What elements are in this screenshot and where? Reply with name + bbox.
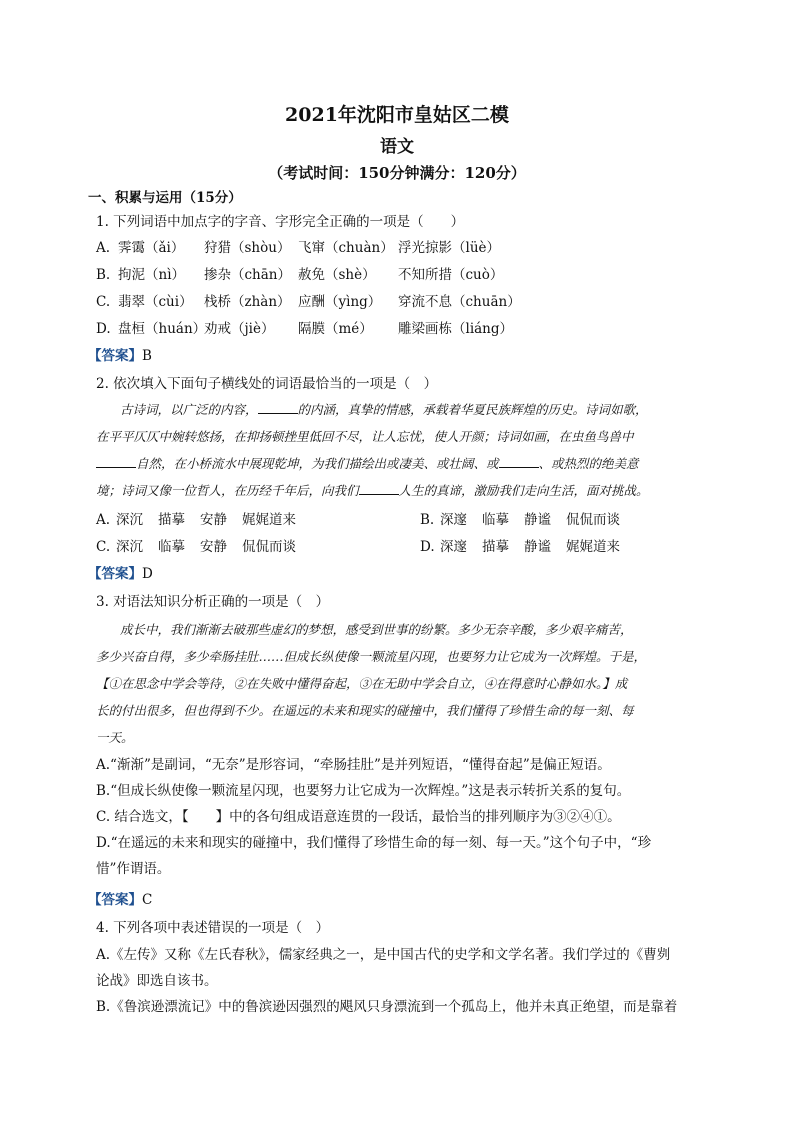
q3-passage-line: 成长中，我们渐渐去破那些虚幻的梦想，感受到世事的纷繁。多少无奈辛酸，多少艰辛痛苦，: [120, 622, 633, 637]
q1-option-item: 赦免（shè）: [298, 267, 376, 283]
q4-options: [96, 942, 708, 1020]
q1-option-label: D.: [96, 321, 111, 337]
q2-passage-line: [96, 450, 708, 477]
q1-option-label: C.: [96, 294, 111, 310]
q2-option-item: 描摹: [158, 512, 185, 528]
fill-blank: [359, 482, 399, 495]
answer-label: 【答案】: [88, 892, 142, 908]
q2-option-item: 侃侃而谈: [566, 512, 620, 528]
answer-label: 【答案】: [88, 566, 142, 582]
q2-option-item: 深沉: [116, 539, 143, 555]
q3-option: 惜”作谓语。: [96, 861, 171, 877]
q1-option-label: B.: [96, 267, 111, 283]
q3-option: D.“在遥远的未来和现实的碰撞中，我们懂得了珍惜生命的每一刻、每一天。”这个句子中，“珍: [96, 835, 652, 851]
passage-text: 、或热烈的绝美意: [538, 456, 639, 471]
q2-option-item: 静谧: [524, 512, 551, 528]
q2-option-item: 侃侃而谈: [242, 539, 296, 555]
q1-option-item: 霁霭（ǎi）: [118, 240, 185, 256]
fill-blank: [258, 401, 298, 414]
passage-text: 古诗词，以广泛的内容，: [120, 402, 258, 417]
q2-option-item: 深沉: [116, 512, 143, 528]
answer-label: 【答案】: [88, 348, 142, 364]
q3-option: A.“渐渐”是副词，“无奈”是形容词，“牵肠挂肚”是并列短语，“懂得奋起”是偏正短语。: [96, 757, 611, 773]
exam-title: 2021年沈阳市皇姑区二模: [285, 104, 509, 126]
passage-text: 人生的真谛，激励我们走向生活，面对挑战。: [398, 483, 649, 498]
q1-answer: [88, 346, 152, 366]
q3-options: [96, 752, 708, 882]
q2-option-item: 临摹: [158, 539, 185, 555]
passage-text: 境；诗词又像一位哲人，在历经千年后，向我们: [96, 483, 359, 498]
q1-option-item: 雕梁画栋（liáng）: [398, 321, 514, 337]
q1-option-item: 掺杂（chān）: [204, 267, 291, 283]
q2-option-item: 临摹: [482, 512, 509, 528]
q2-option-item: 描摹: [482, 539, 509, 555]
q4-option: A.《左传》又称《左氏春秋》，儒家经典之一，是中国古代的史学和文学名著。我们学过的《曹刿: [96, 947, 671, 963]
answer-value: B: [142, 348, 152, 364]
q2-option-item: 娓娓道来: [242, 512, 296, 528]
exam-info: （考试时间：150分钟满分：120分）: [268, 164, 526, 182]
q3-stem: 3. 对语法知识分析正确的一项是（ ）: [96, 594, 330, 610]
q3-passage-line: 【①在思念中学会等待，②在失败中懂得奋起，③在无助中学会自立，④在得意时心静如水。】成: [96, 676, 628, 691]
q2-passage: [96, 396, 708, 504]
q2-option-item: 静谧: [524, 539, 551, 555]
q1-option-item: 拘泥（nì）: [118, 267, 186, 283]
q3-answer: [88, 890, 152, 910]
q1-option-item: 飞窜（chuàn）: [298, 240, 394, 256]
q2-stem: 2. 依次填入下面句子横线处的词语最恰当的一项是（ ）: [96, 376, 438, 392]
q2-passage-line: [96, 396, 708, 423]
q4-stem: 4. 下列各项中表述错误的一项是（ ）: [96, 920, 330, 936]
q4-option: B.《鲁滨逊漂流记》中的鲁滨逊因强烈的飓风只身漂流到一个孤岛上，他并未真正绝望，而是靠着: [96, 999, 678, 1015]
q1-option-item: 应酬（yìng）: [298, 294, 382, 310]
q2-option-label: A.: [96, 512, 111, 528]
fill-blank: [96, 455, 136, 468]
q2-passage-line: [96, 477, 708, 504]
q2-option-label: C.: [96, 539, 111, 555]
passage-text: 自然，在小桥流水中展现乾坤，为我们描绘出或凄美、或壮阔、或: [136, 456, 499, 471]
passage-text: 的内涵，真挚的情感，承载着华夏民族辉煌的历史。诗词如歌，: [297, 402, 648, 417]
section-heading: 一、积累与运用（15分）: [88, 190, 242, 206]
answer-value: C: [142, 892, 153, 908]
q3-option: C. 结合选文，【 】中的各句组成语意连贯的一段话，最恰当的排列顺序为③②④①。: [96, 809, 621, 825]
q2-option-label: D.: [420, 539, 435, 555]
q3-passage-line: 一天。: [96, 730, 134, 745]
exam-subject: 语文: [380, 137, 414, 157]
q1-option-label: A.: [96, 240, 111, 256]
q1-option-item: 盘桓（huán）: [118, 321, 207, 337]
q2-option-item: 深邃: [440, 512, 467, 528]
q1-stem: 1. 下列词语中加点字的字音、字形完全正确的一项是（ ）: [96, 214, 465, 230]
q2-option-item: 娓娓道来: [566, 539, 620, 555]
q1-option-item: 栈桥（zhàn）: [204, 294, 291, 310]
q2-option-item: 深邃: [440, 539, 467, 555]
q1-option-item: 劝戒（jiè）: [204, 321, 275, 337]
q2-option-item: 安静: [200, 512, 227, 528]
q3-passage-line: 长的付出很多，但也得到不少。在遥远的未来和现实的碰撞中，我们懂得了珍惜生命的每一刻、每: [96, 703, 634, 718]
fill-blank: [499, 455, 539, 468]
q2-answer: [88, 564, 153, 584]
q3-passage-line: 多少兴奋自得，多少牵肠挂肚……但成长纵使像一颗流星闪现，也要努力让它成为一次辉煌。于是，: [96, 649, 647, 664]
q1-option-item: 不知所措（cuò）: [398, 267, 504, 283]
q1-option-item: 穿流不息（chuān）: [398, 294, 521, 310]
q1-option-item: 翡翠（cùi）: [118, 294, 193, 310]
q2-option-item: 安静: [200, 539, 227, 555]
q2-option-label: B.: [420, 512, 435, 528]
answer-value: D: [142, 566, 153, 582]
passage-text: 在平平仄仄中婉转悠扬，在抑扬顿挫里低回不尽，让人忘忧，使人开颜；诗词如画，在虫鱼鸟兽中: [96, 429, 634, 444]
q2-passage-line: [96, 423, 708, 450]
q3-passage: [96, 616, 708, 751]
q1-option-item: 狩猎（shòu）: [204, 240, 291, 256]
q1-option-item: 浮光掠影（lüè）: [398, 240, 501, 256]
q1-option-item: 隔膜（mé）: [298, 321, 373, 337]
q4-option: 论战》即选自该书。: [96, 973, 218, 989]
q3-option: B.“但成长纵使像一颗流星闪现，也要努力让它成为一次辉煌。”这是表示转折关系的复句。: [96, 783, 631, 799]
